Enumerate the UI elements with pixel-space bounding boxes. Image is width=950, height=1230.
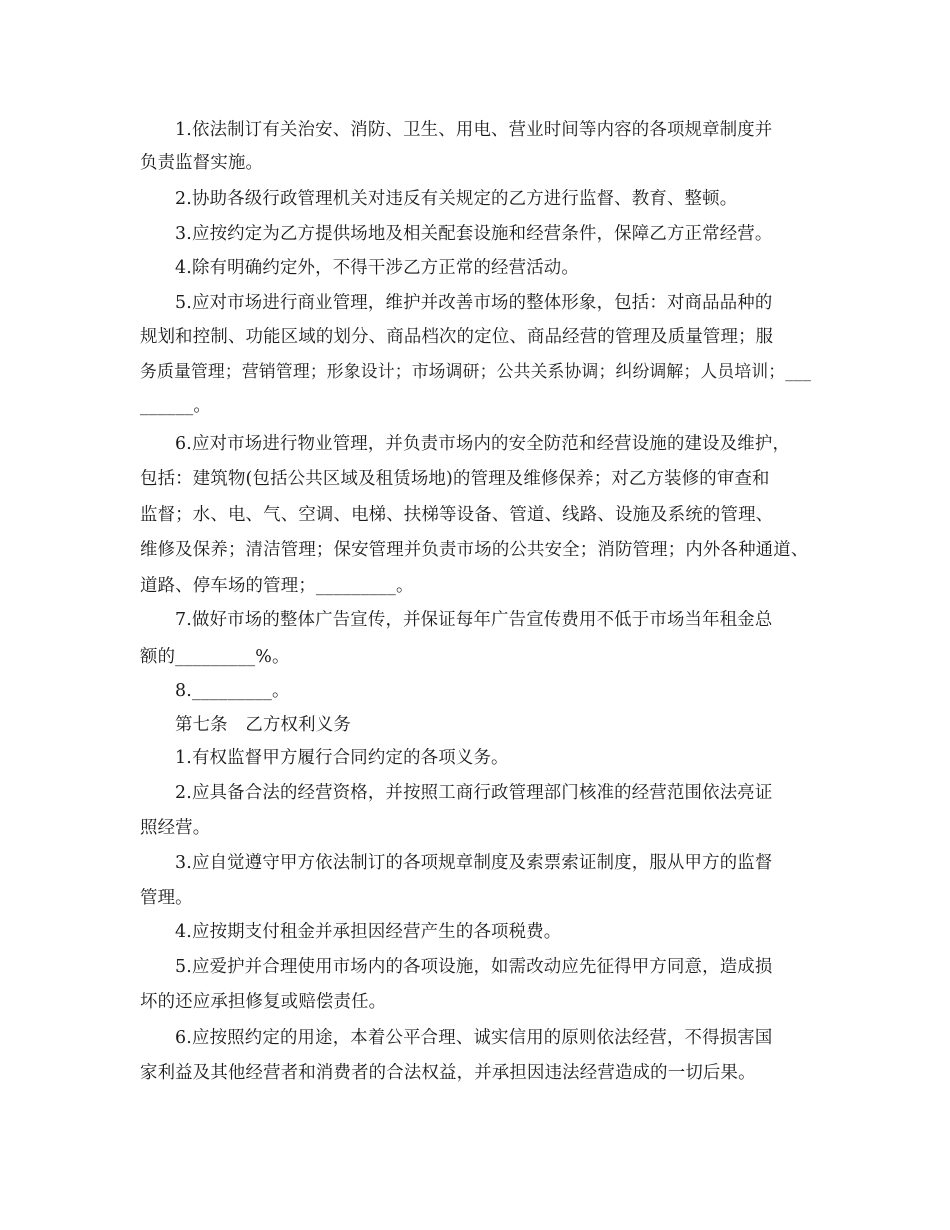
b-clause-3-line-2: 管理。 <box>140 888 193 908</box>
b-clause-1: 1.有权监督甲方履行合同约定的各项义务。 <box>175 748 509 768</box>
clause-6-line-2: 包括：建筑物(包括公共区域及租赁场地)的管理及维修保养；对乙方装修的审查和 <box>140 469 770 489</box>
clause-5-line-3: 务质量管理；营销管理；形象设计；市场调研；公共关系协调；纠纷调解；人员培训；___ <box>140 361 812 381</box>
document-page <box>140 0 816 1230</box>
clause-5-line-1: 5.应对市场进行商业管理，维护并改善市场的整体形象，包括：对商品品种的 <box>175 293 773 313</box>
clause-5-line-4: ______。 <box>140 396 211 416</box>
clause-4: 4.除有明确约定外，不得干涉乙方正常的经营活动。 <box>175 258 579 278</box>
article-7-heading: 第七条 乙方权利义务 <box>175 715 351 735</box>
clause-2: 2.协助各级行政管理机关对违反有关规定的乙方进行监督、教育、整顿。 <box>175 189 738 209</box>
clause-6-line-1: 6.应对市场进行物业管理，并负责市场内的安全防范和经营设施的建设及维护， <box>175 434 791 454</box>
b-clause-5-line-1: 5.应爱护并合理使用市场内的各项设施，如需改动应先征得甲方同意，造成损 <box>175 957 773 977</box>
b-clause-3-line-1: 3.应自觉遵守甲方依法制订的各项规章制度及索票索证制度，服从甲方的监督 <box>175 853 773 873</box>
b-clause-6-line-2: 家利益及其他经营者和消费者的合法权益，并承担因违法经营造成的一切后果。 <box>140 1063 756 1083</box>
b-clause-6-line-1: 6.应按照约定的用途，本着公平合理、诚实信用的原则依法经营，不得损害国 <box>175 1028 773 1048</box>
b-clause-2-line-2: 照经营。 <box>140 818 211 838</box>
clause-7-line-1: 7.做好市场的整体广告宣传，并保证每年广告宣传费用不低于市场当年租金总 <box>175 610 773 630</box>
clause-7-line-2: 额的_________%。 <box>140 647 290 667</box>
clause-6-line-3: 监督；水、电、气、空调、电梯、扶梯等设备、管道、线路、设施及系统的管理、 <box>140 505 774 525</box>
clause-3: 3.应按约定为乙方提供场地及相关配套设施和经营条件，保障乙方正常经营。 <box>175 224 773 244</box>
clause-1-line-1: 1.依法制订有关治安、消防、卫生、用电、营业时间等内容的各项规章制度并 <box>175 120 773 140</box>
b-clause-2-line-1: 2.应具备合法的经营资格，并按照工商行政管理部门核准的经营范围依法亮证 <box>175 783 773 803</box>
b-clause-4: 4.应按期支付租金并承担因经营产生的各项税费。 <box>175 922 562 942</box>
clause-6-line-5: 道路、停车场的管理；_________。 <box>140 576 414 596</box>
clause-6-line-4: 维修及保养；清洁管理；保安管理并负责市场的公共安全；消防管理；内外各种通道、 <box>140 540 809 560</box>
clause-1-line-2: 负责监督实施。 <box>140 153 264 173</box>
clause-8: 8._________。 <box>175 681 290 701</box>
b-clause-5-line-2: 坏的还应承担修复或赔偿责任。 <box>140 992 387 1012</box>
clause-5-line-2: 规划和控制、功能区域的划分、商品档次的定位、商品经营的管理及质量管理；服 <box>140 327 774 347</box>
